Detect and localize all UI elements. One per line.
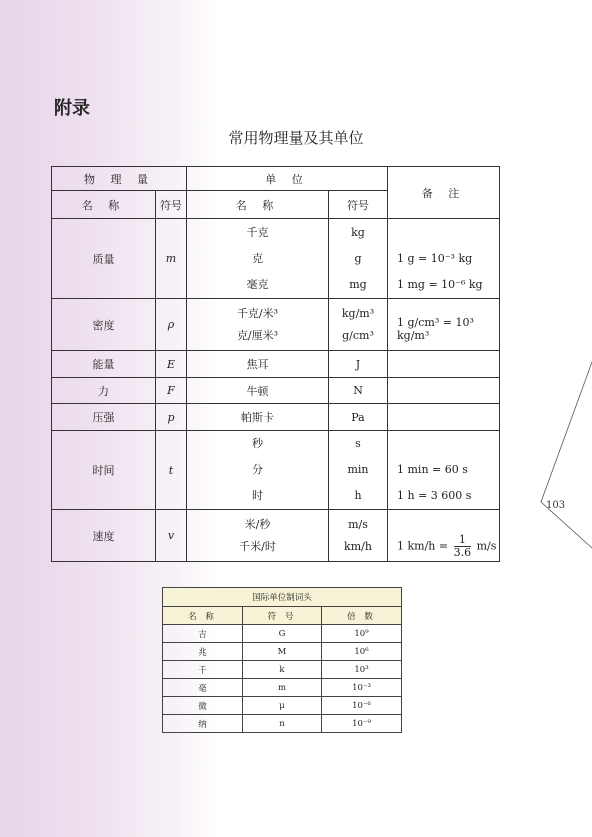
prefix-symbol-header: 符 号	[243, 607, 322, 625]
quantity-symbol: p	[156, 404, 187, 431]
quantity-name: 能量	[52, 351, 156, 378]
appendix-heading: 附录	[54, 98, 90, 119]
prefix-header-row	[163, 607, 402, 625]
table-row	[163, 643, 402, 661]
unit-names	[187, 219, 329, 299]
note-line	[397, 431, 499, 457]
unit-name: 毫克	[246, 277, 269, 291]
remarks-cell	[388, 510, 500, 562]
unit-symbol: Pa	[329, 404, 388, 431]
quantity-symbol: m	[156, 219, 187, 299]
remarks-cell	[388, 219, 500, 299]
unit-name: 千克	[246, 225, 269, 239]
prefix-name: 兆	[163, 643, 243, 661]
note-line: 1 h = 3 600 s	[397, 489, 472, 502]
prefix-factor-header: 倍 数	[322, 607, 402, 625]
quantity-name: 密度	[52, 299, 156, 351]
unit-symbols	[329, 299, 388, 351]
prefix-factor: 10⁶	[322, 643, 402, 661]
physical-quantities-table	[51, 166, 500, 562]
quantity-symbol: F	[156, 378, 187, 404]
unit-symbol: kg	[351, 225, 365, 239]
prefix-symbol: μ	[243, 697, 322, 715]
prefix-caption-row	[163, 588, 402, 607]
fraction-denominator: 3.6	[453, 546, 472, 559]
remarks-cell	[388, 378, 500, 404]
remarks-cell	[388, 351, 500, 378]
table-row-pressure	[52, 404, 500, 431]
table-title: 常用物理量及其单位	[228, 129, 364, 147]
table-row	[163, 625, 402, 643]
note-line: 1 g = 10⁻³ kg	[397, 251, 473, 265]
unit-symbol: h	[354, 489, 362, 502]
unit-name: 米/秒	[244, 517, 271, 531]
si-prefix-table	[162, 587, 402, 733]
prefix-factor: 10⁻³	[322, 679, 402, 697]
prefix-factor: 10⁻⁶	[322, 697, 402, 715]
unit-name: 千克/米³	[236, 306, 279, 320]
note-unit: m/s	[476, 539, 497, 553]
prefix-symbol: G	[243, 625, 322, 643]
quantity-group-header: 物 理 量	[52, 167, 187, 191]
page-number: 103	[546, 500, 566, 511]
quantity-name: 时间	[52, 431, 156, 510]
header-row-1	[52, 167, 500, 191]
unit-names	[187, 431, 329, 510]
unit-symbol: J	[329, 351, 388, 378]
unit-name: 分	[252, 463, 263, 476]
remarks-cell	[388, 299, 500, 351]
unit-names	[187, 299, 329, 351]
unit-symbol: mg	[349, 277, 367, 291]
table-row-density	[52, 299, 500, 351]
table-row	[163, 661, 402, 679]
prefix-name: 毫	[163, 679, 243, 697]
quantity-symbol: t	[156, 431, 187, 510]
table-row-mass	[52, 219, 500, 299]
quantity-name-header: 名 称	[52, 191, 156, 219]
fraction-numerator: 1	[454, 534, 472, 547]
prefix-name: 千	[163, 661, 243, 679]
prefix-name: 吉	[163, 625, 243, 643]
quantity-name: 速度	[52, 510, 156, 562]
prefix-symbol: k	[243, 661, 322, 679]
table-row	[163, 679, 402, 697]
prefix-symbol: n	[243, 715, 322, 733]
prefix-table-caption: 国际单位制词头	[163, 588, 402, 607]
unit-symbol: min	[347, 463, 369, 476]
unit-name: 帕斯卡	[187, 404, 329, 431]
quantity-symbol-header: 符号	[156, 191, 187, 219]
unit-name: 克	[252, 251, 263, 265]
quantity-symbol: ρ	[156, 299, 187, 351]
quantity-symbol: E	[156, 351, 187, 378]
quantity-symbol: v	[156, 510, 187, 562]
prefix-factor: 10³	[322, 661, 402, 679]
unit-symbol: s	[355, 437, 361, 450]
prefix-factor: 10⁹	[322, 625, 402, 643]
unit-symbol: km/h	[344, 539, 372, 553]
prefix-name-header: 名 称	[163, 607, 243, 625]
prefix-factor: 10⁻⁹	[322, 715, 402, 733]
note-lhs: 1 km/h =	[397, 539, 449, 553]
unit-name-header: 名 称	[187, 191, 329, 219]
unit-names	[187, 510, 329, 562]
quantity-name: 压强	[52, 404, 156, 431]
unit-symbols	[329, 510, 388, 562]
table-row-time	[52, 431, 500, 510]
unit-symbol: N	[329, 378, 388, 404]
unit-symbol-header: 符号	[329, 191, 388, 219]
unit-name: 千米/时	[239, 539, 276, 553]
table-row-force	[52, 378, 500, 404]
prefix-symbol: m	[243, 679, 322, 697]
unit-name: 秒	[252, 437, 263, 450]
fraction	[454, 534, 472, 559]
table-row-speed	[52, 510, 500, 562]
table-row	[163, 715, 402, 733]
quantity-name: 质量	[52, 219, 156, 299]
unit-name: 牛顿	[187, 378, 329, 404]
prefix-name: 微	[163, 697, 243, 715]
unit-symbols	[329, 219, 388, 299]
unit-name: 焦耳	[187, 351, 329, 378]
note-line: 1 min = 60 s	[397, 463, 468, 476]
unit-symbol: kg/m³	[341, 306, 375, 320]
unit-name: 克/厘米³	[236, 328, 279, 342]
remarks-header: 备 注	[388, 167, 500, 219]
table-row	[163, 697, 402, 715]
unit-symbols	[329, 431, 388, 510]
note-line: 1 mg = 10⁻⁶ kg	[397, 277, 483, 291]
remarks-cell	[388, 431, 500, 510]
unit-symbol: g	[354, 251, 362, 265]
unit-group-header: 单 位	[187, 167, 388, 191]
remarks-cell	[388, 404, 500, 431]
prefix-name: 纳	[163, 715, 243, 733]
unit-symbol: g/cm³	[342, 328, 374, 342]
quantity-name: 力	[52, 378, 156, 404]
unit-name: 时	[252, 489, 263, 502]
note-line	[397, 220, 499, 246]
prefix-symbol: M	[243, 643, 322, 661]
note-line: 1 g/cm³ = 10³ kg/m³	[397, 316, 474, 342]
unit-symbol: m/s	[348, 517, 368, 531]
table-row-energy	[52, 351, 500, 378]
